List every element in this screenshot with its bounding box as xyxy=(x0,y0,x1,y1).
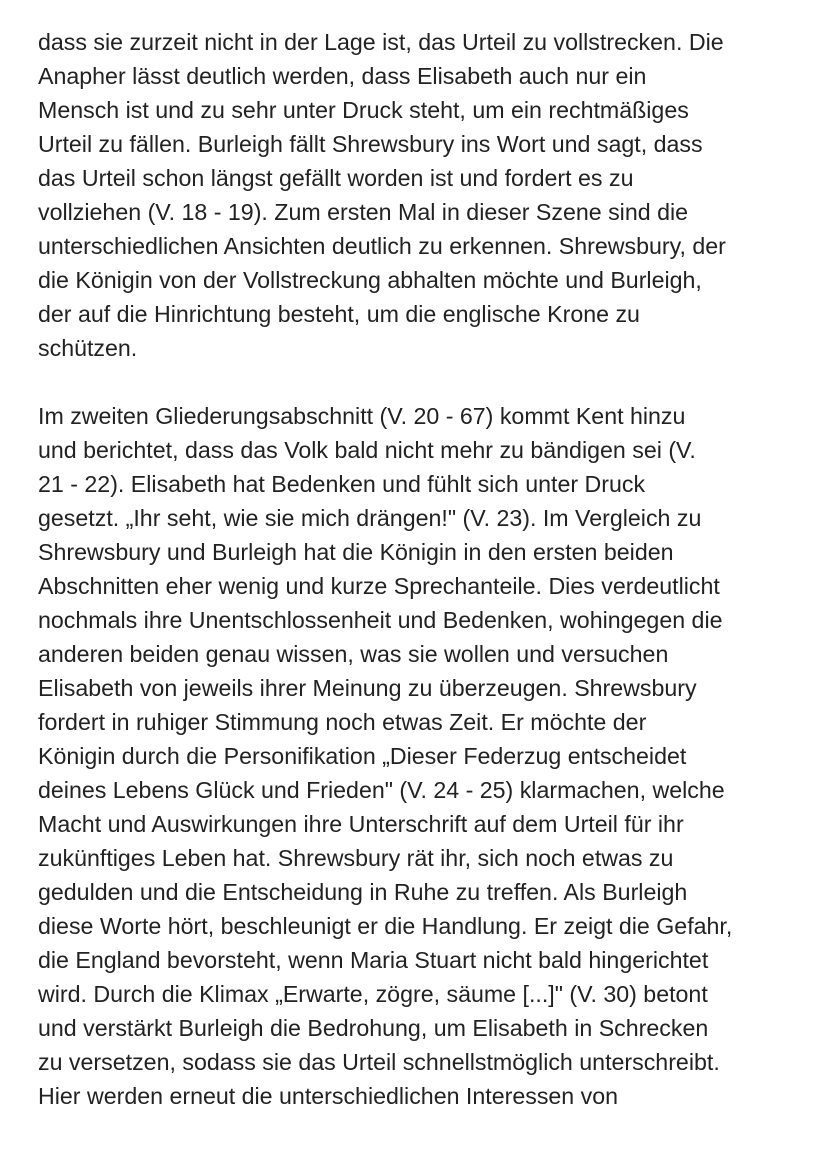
text-line: gedulden und die Entscheidung in Ruhe zu treffen. Als Burleigh xyxy=(38,879,688,905)
text-line: wird. Durch die Klimax „Erwarte, zögre, säume [...]" (V. 30) betont xyxy=(38,981,708,1007)
text-line: die Königin von der Vollstreckung abhalten möchte und Burleigh, xyxy=(38,267,702,293)
text-line: diese Worte hört, beschleunigt er die Handlung. Er zeigt die Gefahr, xyxy=(38,913,733,939)
text-line: unterschiedlichen Ansichten deutlich zu erkennen. Shrewsbury, der xyxy=(38,233,726,259)
text-line: anderen beiden genau wissen, was sie wollen und versuchen xyxy=(38,641,669,667)
text-line: deines Lebens Glück und Frieden" (V. 24 - 25) klarmachen, welche xyxy=(38,777,725,803)
text-line: Anapher lässt deutlich werden, dass Elisabeth auch nur ein xyxy=(38,63,647,89)
text-line: und berichtet, dass das Volk bald nicht mehr zu bändigen sei (V. xyxy=(38,437,696,463)
paragraph xyxy=(38,25,808,365)
text-line: der auf die Hinrichtung besteht, um die englische Krone zu xyxy=(38,301,640,327)
text-line: Macht und Auswirkungen ihre Unterschrift auf dem Urteil für ihr xyxy=(38,811,684,837)
text-line: das Urteil schon längst gefällt worden ist und fordert es zu xyxy=(38,165,634,191)
text-line: Shrewsbury und Burleigh hat die Königin in den ersten beiden xyxy=(38,539,674,565)
paragraph-gap xyxy=(38,365,808,399)
text-line: Königin durch die Personifikation „Dieser Federzug entscheidet xyxy=(38,743,687,769)
text-line: zu versetzen, sodass sie das Urteil schnellstmöglich unterschreibt. xyxy=(38,1049,720,1075)
text-line: Mensch ist und zu sehr unter Druck steht, um ein rechtmäßiges xyxy=(38,97,689,123)
text-line: 21 - 22). Elisabeth hat Bedenken und fühlt sich unter Druck xyxy=(38,471,646,497)
text-line: vollziehen (V. 18 - 19). Zum ersten Mal in dieser Szene sind die xyxy=(38,199,689,225)
text-line: gesetzt. „Ihr seht, wie sie mich drängen!" (V. 23). Im Vergleich zu xyxy=(38,505,702,531)
text-line: dass sie zurzeit nicht in der Lage ist, das Urteil zu vollstrecken. Die xyxy=(38,29,724,55)
text-line: Hier werden erneut die unterschiedlichen Interessen von xyxy=(38,1083,619,1109)
text-line: Im zweiten Gliederungsabschnitt (V. 20 - 67) kommt Kent hinzu xyxy=(38,403,686,429)
text-line: zukünftiges Leben hat. Shrewsbury rät ihr, sich noch etwas zu xyxy=(38,845,674,871)
text-line: schützen. xyxy=(38,335,138,361)
text-line: die England bevorsteht, wenn Maria Stuart nicht bald hingerichtet xyxy=(38,947,709,973)
text-line: nochmals ihre Unentschlossenheit und Bedenken, wohingegen die xyxy=(38,607,723,633)
text-line: Abschnitten eher wenig und kurze Sprechanteile. Dies verdeutlicht xyxy=(38,573,720,599)
text-line: Urteil zu fällen. Burleigh fällt Shrewsbury ins Wort und sagt, dass xyxy=(38,131,703,157)
paragraph xyxy=(38,399,808,1113)
text-line: Elisabeth von jeweils ihrer Meinung zu überzeugen. Shrewsbury xyxy=(38,675,697,701)
text-line: und verstärkt Burleigh die Bedrohung, um Elisabeth in Schrecken xyxy=(38,1015,709,1041)
text-line: fordert in ruhiger Stimmung noch etwas Zeit. Er möchte der xyxy=(38,709,647,735)
